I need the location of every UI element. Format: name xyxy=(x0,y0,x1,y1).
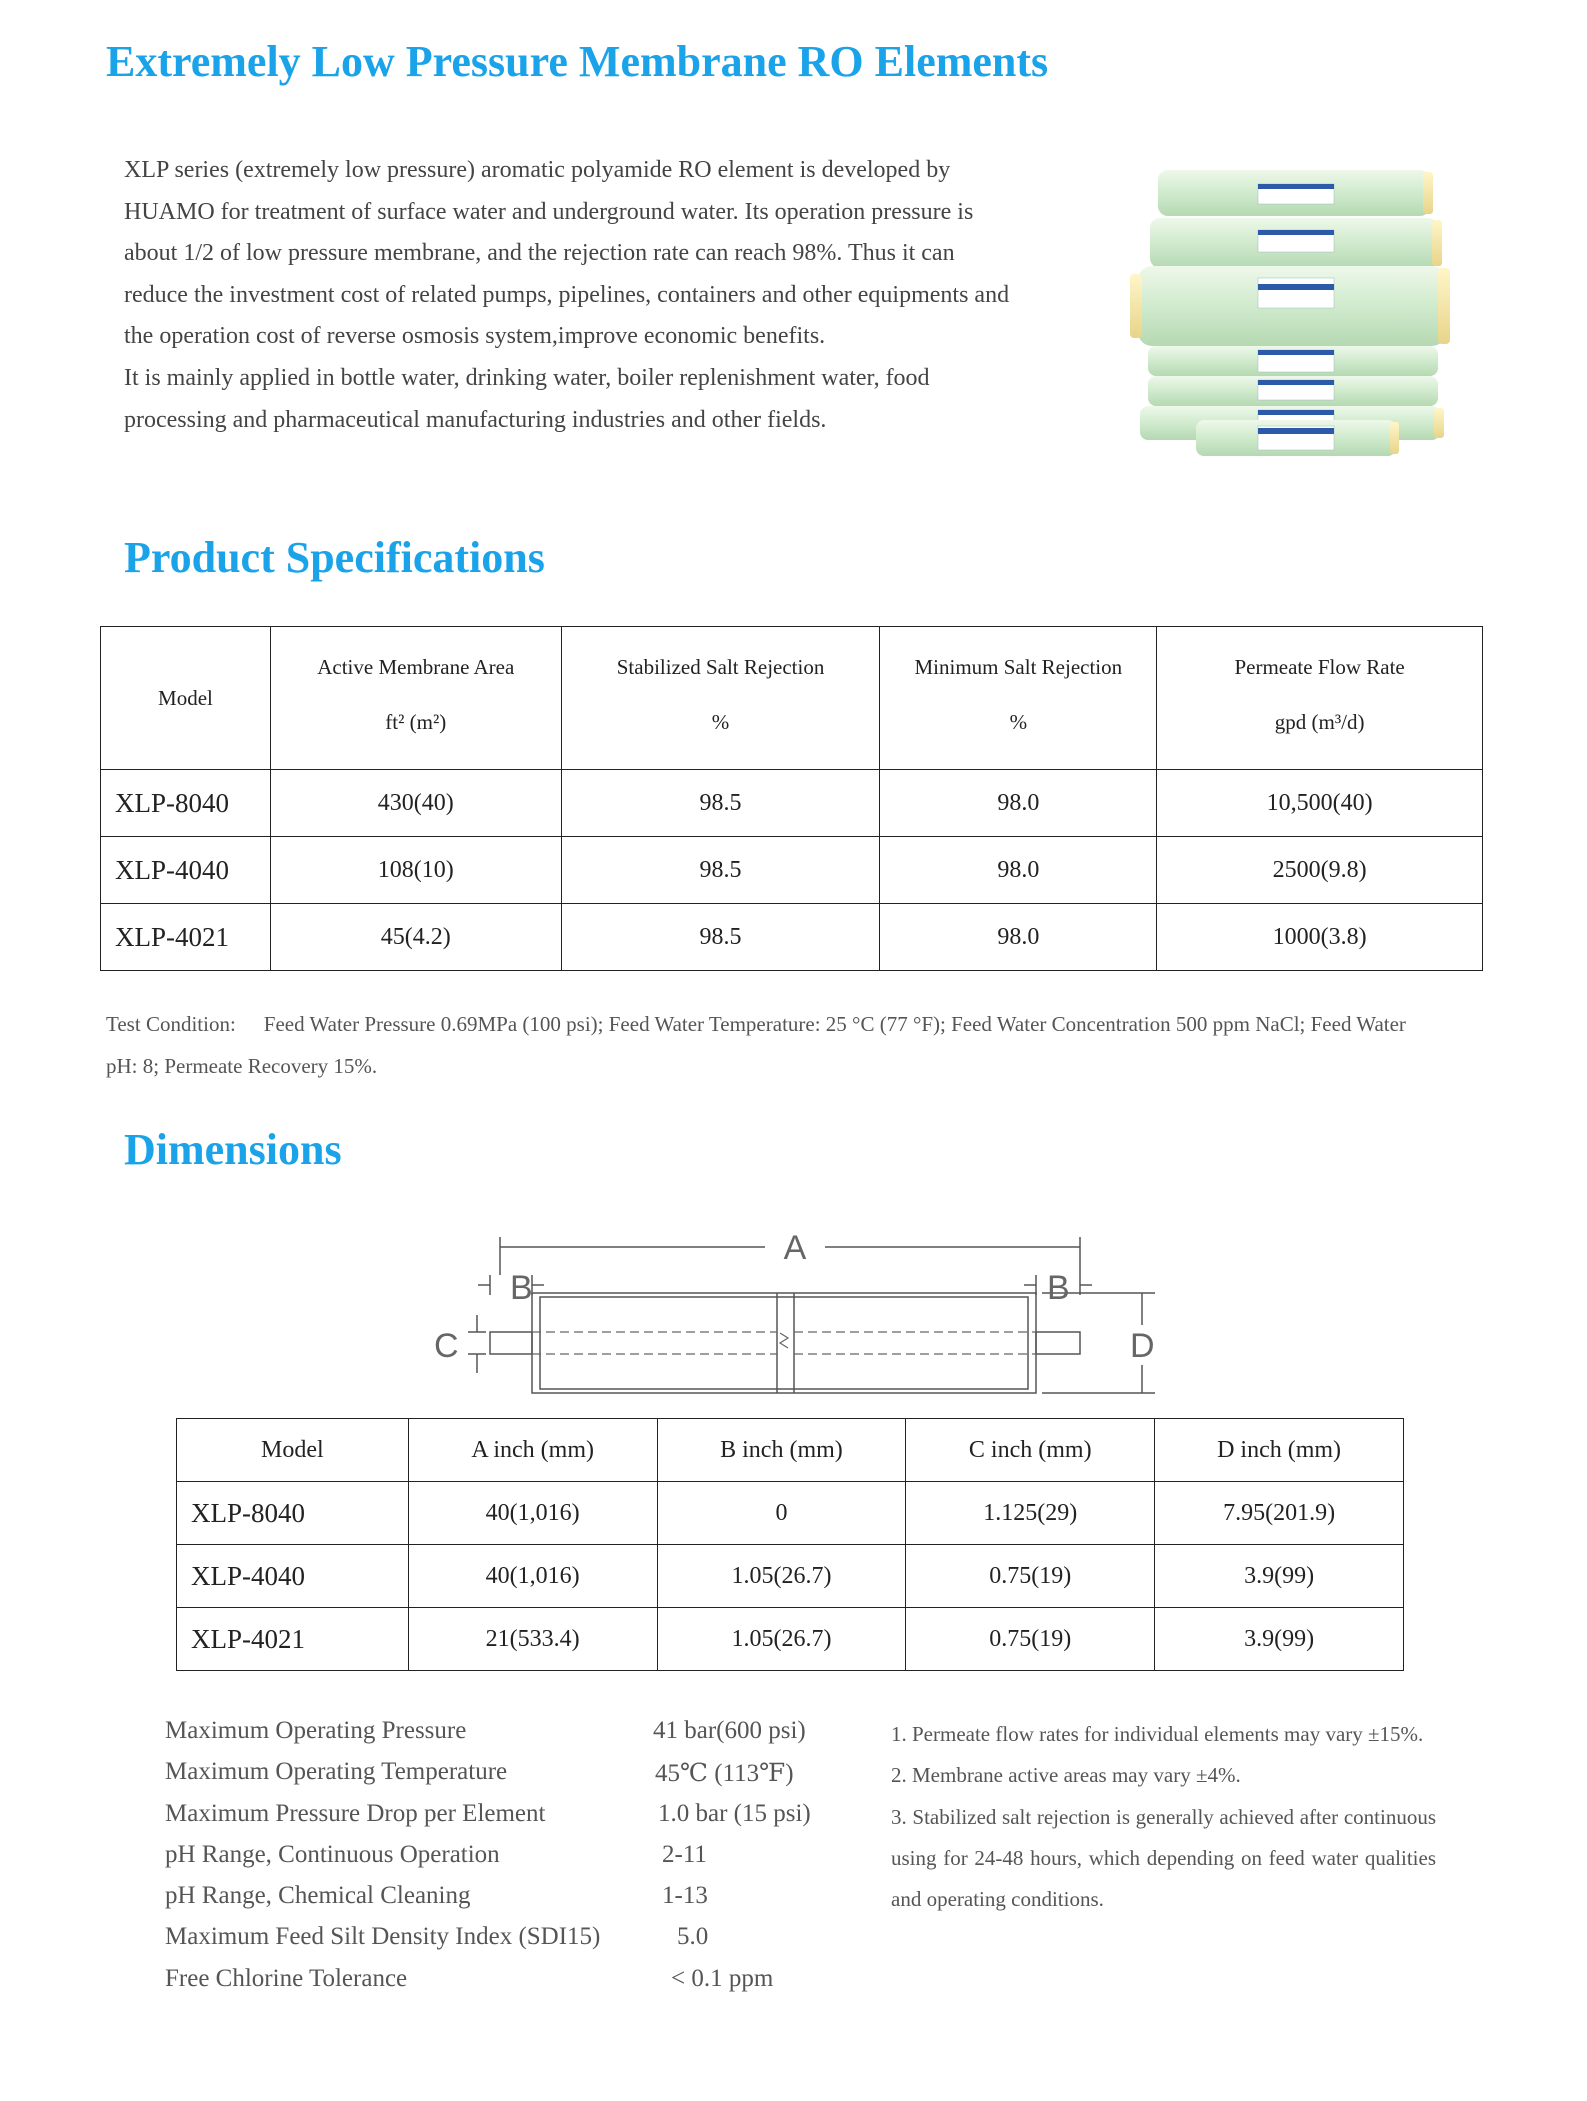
cell-d: 3.9(99) xyxy=(1155,1545,1404,1608)
operating-row xyxy=(165,1841,825,1882)
product-image xyxy=(1118,170,1488,460)
specifications-table xyxy=(100,626,1483,971)
cell-model: XLP-4021 xyxy=(101,904,271,971)
cell-stab: 98.5 xyxy=(561,904,880,971)
operating-value: < 0.1 ppm xyxy=(671,1964,774,1992)
operating-value: 2-11 xyxy=(662,1840,707,1868)
header-a: A inch (mm) xyxy=(408,1419,657,1482)
header-area-unit: ft² (m²) xyxy=(385,710,447,734)
cell-c: 0.75(19) xyxy=(906,1545,1155,1608)
membrane-tube xyxy=(1130,266,1450,346)
header-d: D inch (mm) xyxy=(1155,1419,1404,1482)
table-header-row xyxy=(101,627,1483,770)
header-stab-unit: % xyxy=(711,710,730,734)
label-b-right: B xyxy=(1047,1269,1070,1307)
membrane-tube xyxy=(1158,170,1433,216)
cell-d: 7.95(201.9) xyxy=(1155,1482,1404,1545)
page-title: Extremely Low Pressure Membrane RO Elements xyxy=(106,37,1049,86)
cell-a: 40(1,016) xyxy=(408,1482,657,1545)
operating-label: Maximum Pressure Drop per Element xyxy=(165,1799,546,1827)
specs-heading: Product Specifications xyxy=(124,533,545,582)
cell-c: 0.75(19) xyxy=(906,1608,1155,1671)
operating-limits xyxy=(165,1717,825,2006)
notes xyxy=(891,1714,1436,1920)
table-row xyxy=(101,904,1483,971)
intro-paragraph-1: XLP series (extremely low pressure) aromatic polyamide RO element is developed by HUAMO for treatment of surface water and underground water. Its operation pressure is about 1/2 of low pressure membrane, and the rejection rate can reach 98%. Thus it can reduce the investment cost of related pumps, pipelines, containers and other equipments and the operation cost of reverse osmosis system,improve economic benefits. xyxy=(124,157,1010,350)
label-d: D xyxy=(1130,1327,1155,1365)
header-model: Model xyxy=(177,1419,409,1482)
header-flow-label: Permeate Flow Rate xyxy=(1234,655,1405,679)
cell-b: 1.05(26.7) xyxy=(657,1608,906,1671)
cell-min: 98.0 xyxy=(880,770,1157,837)
cell-b: 0 xyxy=(657,1482,906,1545)
intro-paragraph-2: It is mainly applied in bottle water, drinking water, boiler replenishment water, food processing and pharmaceutical manufacturing industries and other fields. xyxy=(124,364,930,433)
operating-value: 5.0 xyxy=(677,1923,709,1951)
cell-a: 40(1,016) xyxy=(408,1545,657,1608)
membrane-tube xyxy=(1148,346,1438,376)
header-minimum-rejection xyxy=(880,627,1157,770)
membrane-tube xyxy=(1196,420,1399,456)
cell-stab: 98.5 xyxy=(561,837,880,904)
cell-flow: 2500(9.8) xyxy=(1157,837,1483,904)
cell-model: XLP-8040 xyxy=(101,770,271,837)
cell-model: XLP-8040 xyxy=(177,1482,409,1545)
header-min-unit: % xyxy=(1009,710,1028,734)
membrane-tube xyxy=(1148,376,1438,406)
operating-label: Maximum Feed Silt Density Index (SDI15) xyxy=(165,1923,601,1951)
operating-row xyxy=(165,1923,825,1964)
operating-label: Maximum Operating Temperature xyxy=(165,1758,508,1786)
note-item: 2. Membrane active areas may vary ±4%. xyxy=(891,1763,1241,1788)
cell-area: 108(10) xyxy=(270,837,561,904)
header-min-label: Minimum Salt Rejection xyxy=(914,655,1123,679)
cell-min: 98.0 xyxy=(880,837,1157,904)
header-c: C inch (mm) xyxy=(906,1419,1155,1482)
cell-area: 45(4.2) xyxy=(270,904,561,971)
header-stab-label: Stabilized Salt Rejection xyxy=(616,655,825,679)
cell-c: 1.125(29) xyxy=(906,1482,1155,1545)
header-flow-unit: gpd (m³/d) xyxy=(1274,710,1365,734)
dimensions-table xyxy=(176,1418,1404,1671)
cell-min: 98.0 xyxy=(880,904,1157,971)
operating-row xyxy=(165,1800,825,1841)
dimension-diagram xyxy=(420,1215,1180,1405)
operating-row xyxy=(165,1882,825,1923)
cell-flow: 10,500(40) xyxy=(1157,770,1483,837)
operating-value: 1-13 xyxy=(662,1882,708,1910)
table-row xyxy=(101,770,1483,837)
table-row xyxy=(177,1482,1404,1545)
test-condition-text: Feed Water Pressure 0.69MPa (100 psi); Feed Water Temperature: 25 °C (77 °F); Feed Water Concentration 500 ppm NaCl; Feed Water pH: 8; Permeate Recovery 15%. xyxy=(106,1012,1406,1078)
test-condition xyxy=(106,1003,1406,1087)
header-b: B inch (mm) xyxy=(657,1419,906,1482)
cell-b: 1.05(26.7) xyxy=(657,1545,906,1608)
note-item: 1. Permeate flow rates for individual elements may vary ±15%. xyxy=(891,1722,1424,1746)
cell-stab: 98.5 xyxy=(561,770,880,837)
label-a: A xyxy=(783,1229,807,1267)
label-c: C xyxy=(434,1327,459,1365)
operating-value: 1.0 bar (15 psi) xyxy=(658,1799,811,1827)
dimensions-heading: Dimensions xyxy=(124,1125,342,1174)
intro-text xyxy=(124,150,1024,441)
cell-model: XLP-4040 xyxy=(177,1545,409,1608)
table-row xyxy=(177,1545,1404,1608)
operating-label: pH Range, Chemical Cleaning xyxy=(165,1882,471,1910)
cell-d: 3.9(99) xyxy=(1155,1608,1404,1671)
header-area-label: Active Membrane Area xyxy=(317,655,515,679)
operating-row xyxy=(165,1717,825,1758)
cell-model: XLP-4040 xyxy=(101,837,271,904)
table-header-row xyxy=(177,1419,1404,1482)
operating-row xyxy=(165,1758,825,1799)
header-area xyxy=(270,627,561,770)
label-b-left: B xyxy=(510,1269,533,1307)
operating-label: pH Range, Continuous Operation xyxy=(165,1840,500,1868)
cell-model: XLP-4021 xyxy=(177,1608,409,1671)
operating-row xyxy=(165,1965,825,2006)
header-model: Model xyxy=(101,627,271,770)
header-flow-rate xyxy=(1157,627,1483,770)
test-condition-label: Test Condition: xyxy=(106,1012,236,1036)
cell-area: 430(40) xyxy=(270,770,561,837)
operating-label: Free Chlorine Tolerance xyxy=(165,1964,408,1992)
cell-a: 21(533.4) xyxy=(408,1608,657,1671)
cell-flow: 1000(3.8) xyxy=(1157,904,1483,971)
membrane-tube xyxy=(1150,218,1442,268)
header-stabilized-rejection xyxy=(561,627,880,770)
operating-value: 41 bar(600 psi) xyxy=(653,1717,806,1744)
operating-label: Maximum Operating Pressure xyxy=(165,1717,467,1744)
note-item: 3. Stabilized salt rejection is generally achieved after continuous using for 24-48 hours, which depending on feed water qualities and operating conditions. xyxy=(891,1804,1436,1912)
table-row xyxy=(177,1608,1404,1671)
table-row xyxy=(101,837,1483,904)
operating-value: 45℃ (113℉) xyxy=(655,1760,794,1788)
